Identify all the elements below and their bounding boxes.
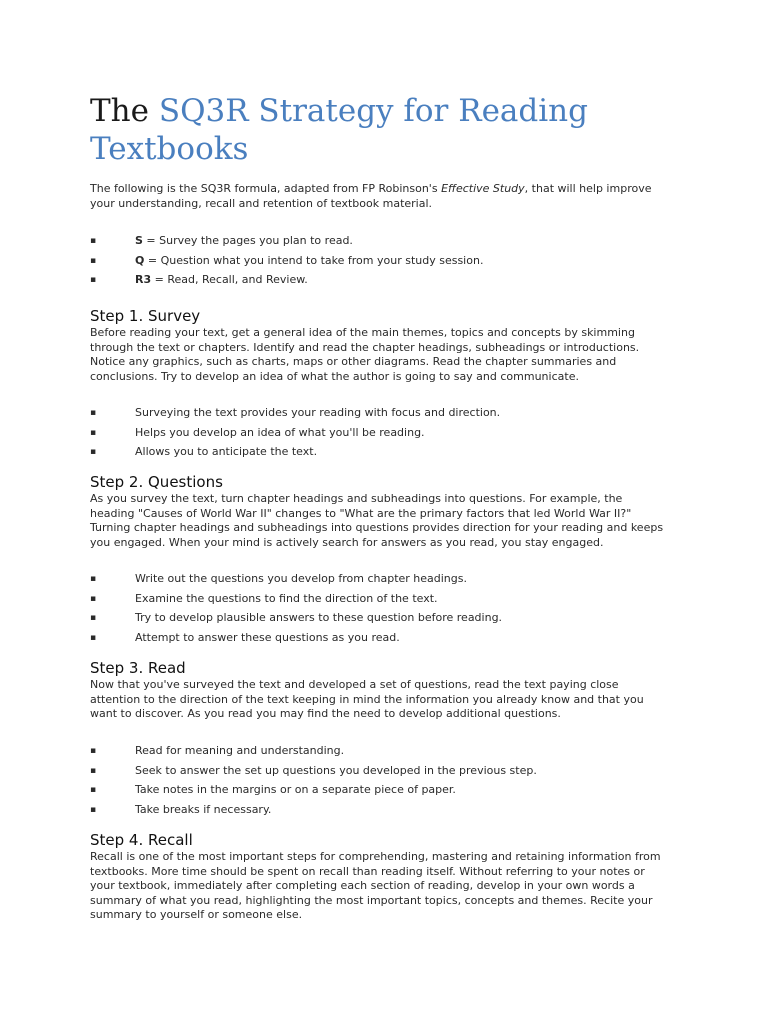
formula-item — [90, 273, 650, 293]
bullet-icon: ▪ — [90, 447, 97, 458]
list-item-text: Take notes in the margins or on a separate piece of paper. — [135, 783, 456, 797]
list-item — [90, 631, 650, 651]
step-3-body: Now that you've surveyed the text and developed a set of questions, read the text paying close attention to the direction of the text keeping in mind the information you already know and that you want to discover. As you read you may find the need to develop additional questions. — [90, 678, 644, 721]
bullet-icon: ▪ — [90, 593, 97, 604]
formula-text: Read, Recall, and Review. — [167, 273, 308, 287]
list-item-text: Surveying the text provides your reading with focus and direction. — [135, 406, 501, 419]
list-item — [90, 611, 650, 631]
step-2-list — [90, 572, 650, 650]
list-item-text: Attempt to answer these questions as you read. — [135, 630, 400, 644]
list-item-text: Seek to answer the set up questions you developed in the previous step. — [135, 763, 537, 777]
page-title — [90, 92, 690, 168]
list-item — [90, 783, 650, 803]
title-prefix: The — [90, 93, 159, 129]
list-item — [90, 744, 650, 764]
list-item-text: Allows you to anticipate the text. — [135, 445, 318, 459]
bullet-icon: ▪ — [90, 785, 97, 796]
formula-list — [90, 234, 650, 293]
bullet-icon: ▪ — [90, 408, 97, 418]
step-3-list — [90, 744, 650, 822]
bullet-icon: ▪ — [90, 613, 97, 624]
list-item-text: Helps you develop an idea of what you'll be reading. — [135, 425, 425, 439]
step-4-heading: Step 4. Recall — [90, 831, 193, 849]
bullet-icon: ▪ — [90, 275, 97, 286]
list-item — [90, 406, 650, 426]
formula-sep: = — [144, 253, 161, 267]
intro-before: The following is the SQ3R formula, adapted from FP Robinson's — [90, 182, 442, 195]
bullet-icon: ▪ — [90, 236, 97, 246]
list-item-text: Read for meaning and understanding. — [135, 744, 345, 757]
step-1-body: Before reading your text, get a general idea of the main themes, topics and concepts by skimming through the text or chapters. Identify and read the chapter headings, subheadings or introductions. Notice any graphics, such as charts, maps or other diagrams. Read the chapter summaries and conclusions. Try to develop an idea of what the author is going to say and communicate. — [90, 326, 640, 383]
bullet-icon: ▪ — [90, 746, 97, 756]
formula-text: Survey the pages you plan to read. — [159, 234, 353, 247]
formula-key: S — [135, 234, 143, 247]
bullet-icon: ▪ — [90, 255, 97, 266]
step-2-body: As you survey the text, turn chapter headings and subheadings into questions. For example, the heading "Causes of World War II" changes to "What are the primary factors that led World War II?" Turning chapter headings and subheadings into questions provides direction for your reading and keeps you engaged. When your mind is actively search for answers as you read, you stay engaged. — [90, 492, 664, 549]
list-item — [90, 445, 650, 465]
step-3-heading: Step 3. Read — [90, 659, 186, 677]
bullet-icon: ▪ — [90, 427, 97, 438]
list-item — [90, 572, 650, 592]
formula-item — [90, 234, 650, 254]
list-item — [90, 803, 650, 823]
bullet-icon: ▪ — [90, 632, 97, 643]
step-1-list — [90, 406, 650, 465]
formula-key: Q — [135, 253, 145, 267]
list-item — [90, 592, 650, 612]
step-4-body: Recall is one of the most important steps for comprehending, mastering and retaining information from textbooks. More time should be spent on recall than reading itself. Without referring to your notes or your textbook, immediately after completing each section of reading, develop in your own words a summary of what you read, highlighting the most important topics, concepts and themes. Recite your summary to yourself or someone else. — [90, 850, 661, 922]
bullet-icon: ▪ — [90, 574, 97, 584]
formula-text: Question what you intend to take from your study session. — [160, 253, 484, 267]
intro-paragraph — [90, 182, 670, 211]
list-item-text: Examine the questions to find the direction of the text. — [135, 591, 438, 605]
bullet-icon: ▪ — [90, 765, 97, 776]
list-item-text: Try to develop plausible answers to these question before reading. — [135, 611, 503, 625]
formula-item — [90, 254, 650, 274]
bullet-icon: ▪ — [90, 804, 97, 815]
step-1-heading: Step 1. Survey — [90, 307, 201, 325]
step-2-heading: Step 2. Questions — [90, 473, 223, 491]
list-item-text: Take breaks if necessary. — [135, 802, 272, 816]
formula-key: R3 — [135, 273, 152, 287]
intro-book-title: Effective Study — [441, 182, 525, 195]
formula-sep: = — [151, 273, 168, 287]
list-item — [90, 426, 650, 446]
formula-sep: = — [142, 234, 160, 247]
title-accent: SQ3R Strategy for Reading Textbooks — [90, 93, 588, 167]
list-item — [90, 764, 650, 784]
list-item-text: Write out the questions you develop from chapter headings. — [135, 572, 467, 585]
intro-after: , that will help improve your understanding, recall and retention of textbook material. — [90, 182, 652, 210]
